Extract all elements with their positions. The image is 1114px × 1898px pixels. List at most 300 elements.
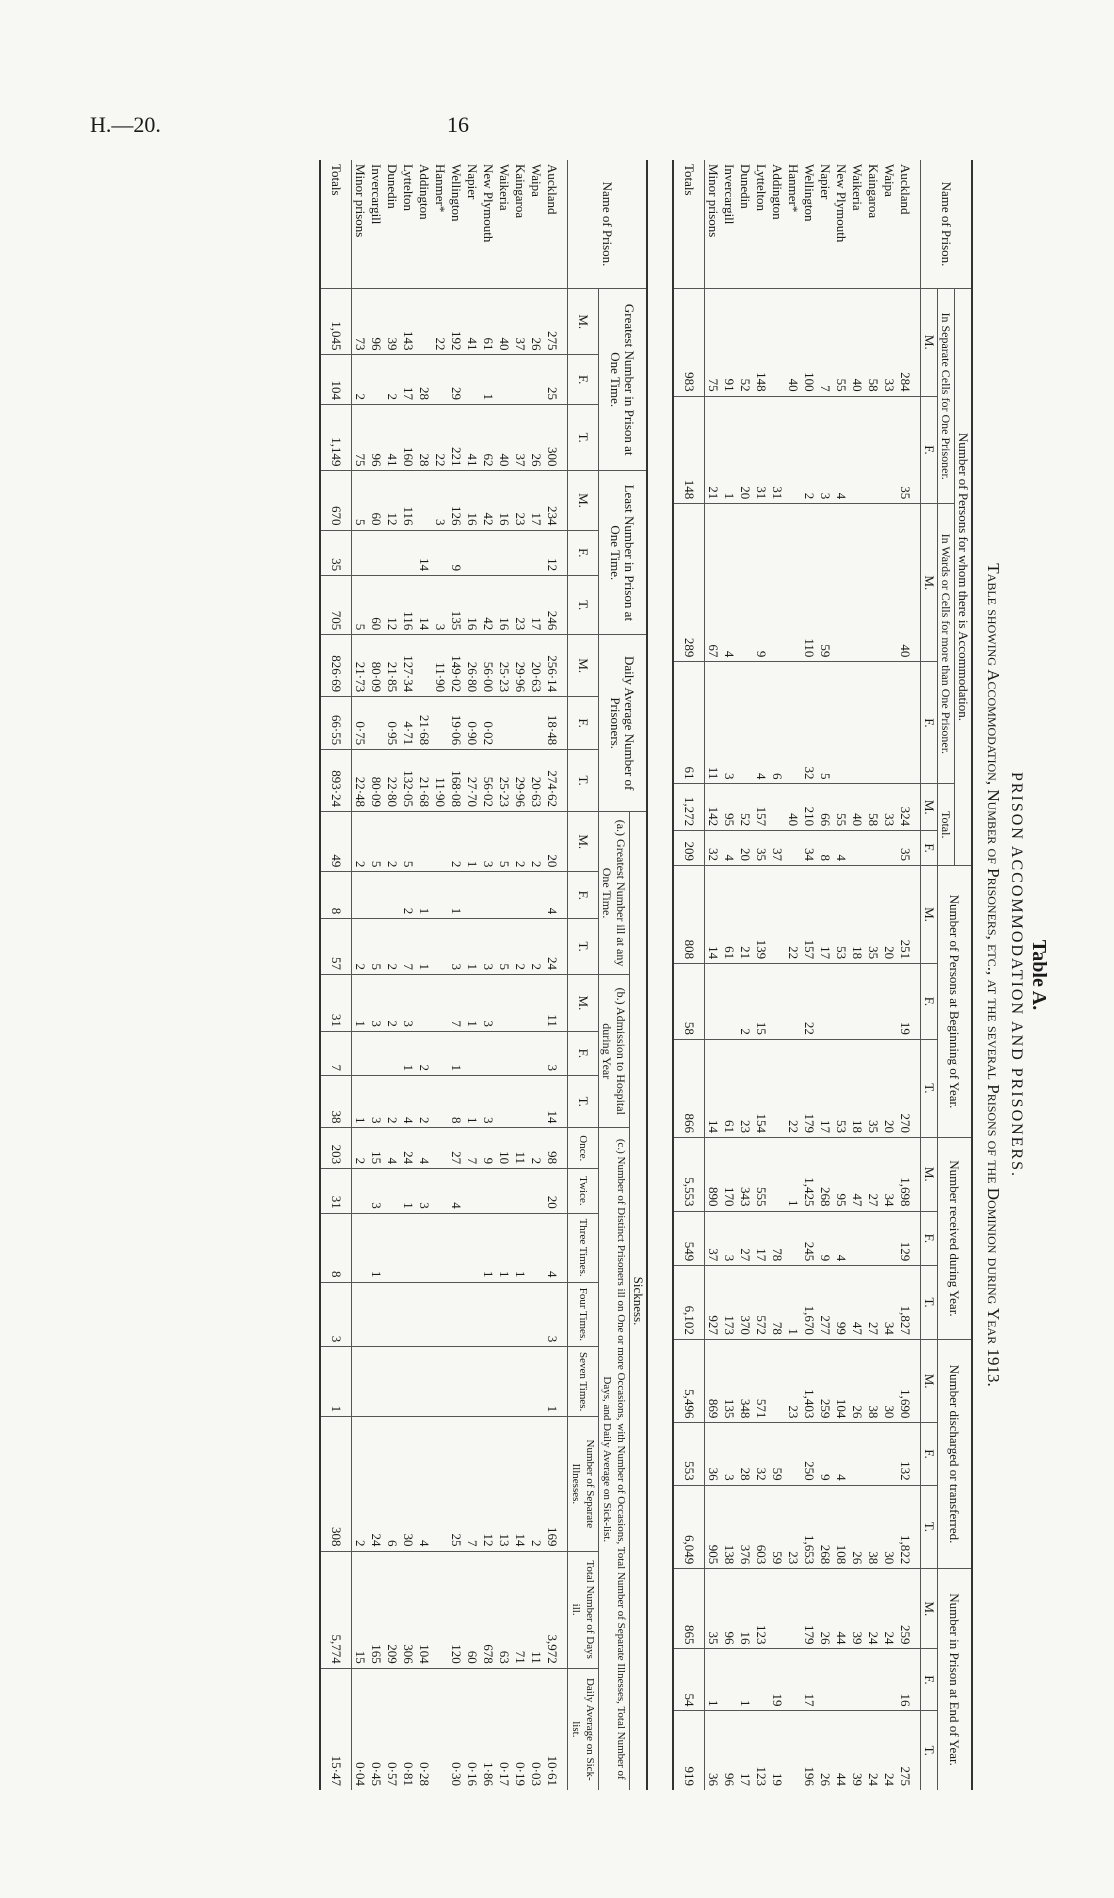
sickness-cell [464, 872, 480, 919]
sickness-cell [448, 1213, 464, 1282]
sickness-cell: 2 [512, 812, 528, 872]
sickness-cell: 2 [384, 919, 400, 975]
total-cell: 705 [320, 576, 352, 635]
accommodation-cell: 39 [849, 1569, 865, 1649]
sickness-cell: 1 [464, 1075, 480, 1128]
accommodation-cell: 9 [817, 1423, 833, 1485]
sickness-cell: 1 [400, 1169, 416, 1214]
prison-name: Waikeria [850, 164, 865, 211]
accommodation-cell: 52 [737, 289, 753, 397]
sickness-header: Sickness. [630, 812, 648, 1790]
sickness-cell: 2 [512, 919, 528, 975]
accommodation-cell: 157 [801, 865, 817, 963]
sickness-cell: 37 [512, 289, 528, 355]
accommodation-cell [785, 831, 801, 866]
sickness-cell: 0·03 [528, 1668, 544, 1790]
totals-row [673, 160, 705, 1790]
accommodation-cell: 132 [897, 1423, 921, 1485]
accommodation-cell: 34 [881, 1266, 897, 1340]
total-cell: 8 [320, 872, 352, 919]
accommodation-cell: 348 [737, 1339, 753, 1423]
sickness-cell [432, 1075, 448, 1128]
table-row [817, 160, 833, 1790]
sickness-cell [368, 697, 384, 750]
sickness-cell: 5 [368, 812, 384, 872]
sickness-cell [400, 1282, 416, 1347]
sick-b-header: (b.) Admission to Hospital during Year [599, 975, 630, 1128]
accommodation-cell [769, 1039, 785, 1137]
prison-name: Hanmer* [786, 164, 801, 213]
table-caption: Table showing Accommodation, Number of Prisoners, etc., at the several Prisons of the Dominion during Year 1913. [984, 563, 1003, 1387]
accommodation-cell: 179 [801, 1569, 817, 1649]
accommodation-cell: 19 [769, 1711, 785, 1790]
sickness-cell: 2 [528, 919, 544, 975]
accommodation-cell: 196 [801, 1711, 817, 1790]
accommodation-cell: 67 [705, 504, 722, 662]
accommodation-cell [817, 964, 833, 1040]
prison-name: New Plymouth [481, 164, 496, 243]
totals-label: Totals [320, 160, 352, 289]
sickness-cell [512, 1169, 528, 1214]
sickness-cell: 23 [512, 471, 528, 530]
sickness-cell: 7 [464, 1417, 480, 1551]
accommodation-cell: 38 [865, 1339, 881, 1423]
sickness-cell: 16 [496, 576, 512, 635]
accommodation-cell [865, 1423, 881, 1485]
accommodation-cell: 53 [833, 865, 849, 963]
sickness-cell [432, 919, 448, 975]
accommodation-cell: 138 [721, 1485, 737, 1569]
sickness-cell: 2 [352, 812, 369, 872]
sickness-cell [432, 1213, 448, 1282]
sickness-cell [384, 1347, 400, 1417]
accommodation-cell: 11 [705, 662, 722, 784]
table-row [352, 160, 369, 1790]
sickness-cell [368, 872, 384, 919]
accommodation-cell [785, 964, 801, 1040]
sickness-cell: 209 [384, 1551, 400, 1668]
sickness-cell: 5 [352, 471, 369, 530]
accommodation-cell: 23 [785, 1485, 801, 1569]
accommodation-cell: 30 [881, 1485, 897, 1569]
sex-label-f: F. [921, 1211, 938, 1266]
accommodation-cell: 20 [881, 865, 897, 963]
sickness-cell: 0·02 [480, 697, 496, 750]
sickness-cell: 41 [384, 404, 400, 470]
accommodation-cell: 370 [737, 1266, 753, 1340]
sickness-cell [528, 530, 544, 576]
accommodation-cell [849, 1423, 865, 1485]
sickness-cell: 3 [368, 975, 384, 1032]
sickness-cell: 3 [432, 471, 448, 530]
sickness-cell: 221 [448, 404, 464, 470]
total-cell: 549 [673, 1211, 705, 1266]
sickness-cell: 6 [384, 1417, 400, 1551]
sickness-cell [368, 530, 384, 576]
begin-header: Number of Persons at Beginning of Year. [938, 865, 973, 1137]
sickness-cell: 25·23 [496, 750, 512, 812]
sickness-cell: 14 [512, 1417, 528, 1551]
accommodation-cell: 35 [753, 831, 769, 866]
sickness-cell: 2 [528, 1417, 544, 1551]
accommodation-cell [737, 662, 753, 784]
sickness-cell: 0·75 [352, 697, 369, 750]
sickness-cell: 256·14 [544, 635, 568, 697]
sickness-cell: 29·96 [512, 750, 528, 812]
accommodation-cell: 59 [769, 1485, 785, 1569]
sickness-cell: 1 [416, 872, 432, 919]
sickness-cell: 20 [544, 812, 568, 872]
total-cell: 893·24 [320, 750, 352, 812]
sex-label-f: F. [568, 872, 599, 919]
sickness-cell: 4 [416, 1417, 432, 1551]
total-cell: 5,553 [673, 1137, 705, 1211]
sickness-cell [528, 1282, 544, 1347]
sex-label-t: T. [568, 919, 599, 975]
sickness-cell: 14 [544, 1075, 568, 1128]
sickness-cell: 42 [480, 576, 496, 635]
sickness-cell [368, 355, 384, 405]
sickness-cell: 98 [544, 1128, 568, 1169]
accommodation-group-header: Number of Persons for whom there is Accommodation. [955, 289, 973, 866]
accommodation-cell: 108 [833, 1485, 849, 1569]
sex-label-f: F. [921, 1423, 938, 1485]
sickness-cell: 7 [464, 1128, 480, 1169]
sickness-cell: 3 [448, 919, 464, 975]
accommodation-cell [785, 1211, 801, 1266]
table-row [384, 160, 400, 1790]
sickness-cell: 16 [464, 471, 480, 530]
sickness-cell [448, 1347, 464, 1417]
sickness-cell: 26 [528, 289, 544, 355]
total-cell: 3 [320, 1282, 352, 1347]
prison-name: Minor prisons [353, 164, 368, 238]
accommodation-cell [769, 964, 785, 1040]
accommodation-cell [769, 504, 785, 662]
sickness-cell: 1 [544, 1347, 568, 1417]
sex-header-row [921, 160, 938, 1790]
accommodation-cell: 1,690 [897, 1339, 921, 1423]
sickness-cell [416, 975, 432, 1032]
total-cell: 1,272 [673, 784, 705, 831]
prison-name: New Plymouth [834, 164, 849, 243]
accommodation-cell: 18 [849, 1039, 865, 1137]
accommodation-cell: 26 [817, 1711, 833, 1790]
accommodation-cell: 14 [705, 1039, 722, 1137]
sickness-cell: 62 [480, 404, 496, 470]
accommodation-cell: 1 [785, 1137, 801, 1211]
sickness-cell: 9 [480, 1128, 496, 1169]
total-cell: 58 [673, 964, 705, 1040]
accommodation-cell: 96 [721, 1569, 737, 1649]
accommodation-cell: 24 [881, 1711, 897, 1790]
sickness-cell [432, 1417, 448, 1551]
sex-label-m: M. [568, 812, 599, 872]
sickness-cell: 126 [448, 471, 464, 530]
sickness-cell: 7 [400, 919, 416, 975]
total-cell: 57 [320, 919, 352, 975]
accommodation-cell: 1,403 [801, 1339, 817, 1423]
accommodation-cell: 259 [817, 1339, 833, 1423]
sickness-cell: 22·80 [384, 750, 400, 812]
total-cell: 808 [673, 865, 705, 963]
sickness-cell [480, 530, 496, 576]
accommodation-cell [849, 1211, 865, 1266]
sickness-cell [432, 1282, 448, 1347]
sickness-cell: 11·90 [432, 635, 448, 697]
sickness-cell: 41 [464, 289, 480, 355]
prison-name: Invercargill [369, 164, 384, 225]
accommodation-cell: 55 [833, 289, 849, 397]
accommodation-cell [881, 1423, 897, 1485]
prison-name: Kaingaroa [513, 164, 528, 219]
total-cell: 553 [673, 1423, 705, 1485]
sickness-cell: 29·96 [512, 635, 528, 697]
accommodation-cell: 24 [865, 1711, 881, 1790]
accommodation-cell: 27 [737, 1211, 753, 1266]
discharged-header: Number discharged or transferred. [938, 1339, 973, 1568]
accommodation-cell: 104 [833, 1339, 849, 1423]
sickness-cell: 0·28 [416, 1668, 432, 1790]
sickness-cell: 25·23 [496, 635, 512, 697]
total-cell: 1,149 [320, 404, 352, 470]
total-cell: 31 [320, 1169, 352, 1214]
accommodation-cell [881, 1649, 897, 1711]
accommodation-cell [865, 1649, 881, 1711]
sickness-cell [416, 635, 432, 697]
prison-name: Invercargill [722, 164, 737, 225]
accommodation-cell: 8 [817, 831, 833, 866]
accommodation-cell: 376 [737, 1485, 753, 1569]
totals-label: Totals [673, 160, 705, 289]
sickness-cell [512, 355, 528, 405]
sickness-cell: 21·68 [416, 697, 432, 750]
accommodation-cell [769, 1339, 785, 1423]
sickness-cell [528, 1347, 544, 1417]
sex-label-f: F. [568, 355, 599, 405]
accommodation-cell: 26 [817, 1569, 833, 1649]
accommodation-cell [881, 1211, 897, 1266]
accommodation-cell: 30 [881, 1339, 897, 1423]
sickness-cell [384, 1031, 400, 1075]
sickness-cell: 63 [496, 1551, 512, 1668]
accommodation-cell: 555 [753, 1137, 769, 1211]
accommodation-cell: 268 [817, 1485, 833, 1569]
accommodation-cell: 21 [705, 396, 722, 504]
sickness-cell: 12 [384, 471, 400, 530]
sickness-cell [432, 355, 448, 405]
sickness-cell: 3 [544, 1031, 568, 1075]
accommodation-cell [865, 1211, 881, 1266]
sickness-cell: 56·02 [480, 750, 496, 812]
sickness-cell: 96 [368, 404, 384, 470]
accommodation-cell: 23 [737, 1039, 753, 1137]
accommodation-cell: 19 [769, 1649, 785, 1711]
table-row [833, 160, 849, 1790]
sickness-cell: 5 [400, 812, 416, 872]
sickness-cell: 0·81 [400, 1668, 416, 1790]
sickness-cell: 12 [480, 1417, 496, 1551]
table-row [881, 160, 897, 1790]
accommodation-cell: 20 [737, 831, 753, 866]
sickness-cell: 3 [480, 1075, 496, 1128]
sickness-cell: 18·48 [544, 697, 568, 750]
accommodation-cell [881, 964, 897, 1040]
accommodation-cell: 343 [737, 1137, 753, 1211]
accommodation-cell: 32 [753, 1423, 769, 1485]
sickness-cell: 3 [480, 919, 496, 975]
accommodation-cell: 110 [801, 504, 817, 662]
sickness-cell [496, 355, 512, 405]
sickness-cell [432, 1031, 448, 1075]
sickness-cell: 14 [416, 530, 432, 576]
sickness-cell: 37 [512, 404, 528, 470]
table-row [785, 160, 801, 1790]
sickness-cell: 2 [384, 812, 400, 872]
sickness-cell [352, 1169, 369, 1214]
daily-sick-header: Daily Average on Sick-list. [568, 1668, 599, 1790]
total-cell: 1,045 [320, 289, 352, 355]
sickness-cell: 3 [544, 1282, 568, 1347]
table-subject: PRISON ACCOMMODATION AND PRISONERS. [1008, 771, 1025, 1179]
sickness-cell: 22·48 [352, 750, 369, 812]
table-row [528, 160, 544, 1790]
total-cell: 104 [320, 355, 352, 405]
accommodation-cell: 5 [817, 662, 833, 784]
sickness-cell: 24 [368, 1417, 384, 1551]
three-times-header: Three Times. [568, 1213, 599, 1282]
total-cell: 289 [673, 504, 705, 662]
prison-name: Addington [770, 164, 785, 220]
sickness-cell: 1 [464, 812, 480, 872]
page-number: 16 [447, 112, 469, 137]
accommodation-cell [865, 504, 881, 662]
sickness-cell: 4 [384, 1128, 400, 1169]
accommodation-cell: 39 [849, 1711, 865, 1790]
sickness-cell: 10·61 [544, 1668, 568, 1790]
accommodation-cell [849, 396, 865, 504]
accommodation-cell: 210 [801, 784, 817, 831]
sickness-cell: 80·09 [368, 635, 384, 697]
accommodation-cell [769, 1569, 785, 1649]
accommodation-cell [833, 964, 849, 1040]
sickness-cell [384, 1213, 400, 1282]
accommodation-cell: 99 [833, 1266, 849, 1340]
sex-label-t: T. [568, 1075, 599, 1128]
sickness-cell: 4 [544, 1213, 568, 1282]
sickness-cell: 21·73 [352, 635, 369, 697]
sickness-cell [496, 1075, 512, 1128]
sickness-cell [512, 530, 528, 576]
sickness-cell: 16 [464, 576, 480, 635]
sickness-cell: 678 [480, 1551, 496, 1668]
table-row [801, 160, 817, 1790]
sickness-cell [496, 1282, 512, 1347]
accommodation-cell: 1 [705, 1649, 722, 1711]
accommodation-cell: 3 [817, 396, 833, 504]
accommodation-cell: 40 [849, 289, 865, 397]
total-cell: 54 [673, 1649, 705, 1711]
sex-label-m: M. [921, 1339, 938, 1423]
accommodation-cell: 55 [833, 784, 849, 831]
accommodation-cell: 17 [817, 1039, 833, 1137]
total-cell: 203 [320, 1128, 352, 1169]
sickness-cell: 143 [400, 289, 416, 355]
sickness-cell: 1 [480, 355, 496, 405]
prison-name: Waipa [882, 164, 897, 197]
received-header: Number received during Year. [938, 1137, 973, 1339]
sickness-cell [432, 872, 448, 919]
table-row [416, 160, 432, 1790]
sickness-cell: 1 [448, 1031, 464, 1075]
accommodation-cell [737, 504, 753, 662]
sickness-cell: 3 [480, 975, 496, 1032]
sex-label-t: T. [568, 750, 599, 812]
accommodation-cell: 245 [801, 1211, 817, 1266]
accommodation-cell: 52 [737, 784, 753, 831]
accommodation-cell: 324 [897, 784, 921, 831]
accommodation-table [672, 160, 973, 1790]
sickness-cell [528, 1169, 544, 1214]
sickness-cell: 149·02 [448, 635, 464, 697]
sickness-cell: 116 [400, 471, 416, 530]
sickness-cell [432, 1551, 448, 1668]
sickness-cell: 23 [512, 576, 528, 635]
table-row [496, 160, 512, 1790]
accommodation-cell: 35 [865, 865, 881, 963]
accommodation-cell [785, 1569, 801, 1649]
total-cell: 7 [320, 1031, 352, 1075]
totals-row [320, 160, 352, 1790]
accommodation-cell: 1,698 [897, 1137, 921, 1211]
sickness-cell: 80·09 [368, 750, 384, 812]
table-row [480, 160, 496, 1790]
accommodation-cell: 123 [753, 1711, 769, 1790]
sickness-cell: 28 [416, 404, 432, 470]
sickness-cell [512, 1075, 528, 1128]
table-row [737, 160, 753, 1790]
accommodation-cell: 1 [737, 1649, 753, 1711]
sickness-cell: 300 [544, 404, 568, 470]
accommodation-cell [897, 662, 921, 784]
sickness-cell: 168·08 [448, 750, 464, 812]
sickness-cell [432, 975, 448, 1032]
accommodation-cell: 40 [897, 504, 921, 662]
sickness-cell: 116 [400, 576, 416, 635]
daily-average-header: Daily Average Number of Prisoners. [599, 635, 648, 812]
total-cell: 6,049 [673, 1485, 705, 1569]
total-cell: 866 [673, 1039, 705, 1137]
sickness-cell: 25 [544, 355, 568, 405]
accommodation-cell: 75 [705, 289, 722, 397]
accommodation-cell: 905 [705, 1485, 722, 1569]
sickness-cell: 5 [352, 576, 369, 635]
accommodation-cell: 1,827 [897, 1266, 921, 1340]
four-times-header: Four Times. [568, 1282, 599, 1347]
accommodation-cell: 96 [721, 1711, 737, 1790]
accommodation-cell [753, 1649, 769, 1711]
accommodation-cell: 16 [897, 1649, 921, 1711]
accommodation-cell: 6 [769, 662, 785, 784]
accommodation-cell: 100 [801, 289, 817, 397]
sickness-cell: 26 [528, 404, 544, 470]
sick-c-header: (c.) Number of Distinct Prisoners ill on One or more Occasions, with Number of Occasions, Total Number of Separate Illnesses, Total Number of Days, and Daily Average on Sick-list. [599, 1128, 630, 1790]
sex-label-m: M. [921, 1569, 938, 1649]
accommodation-cell [849, 964, 865, 1040]
sickness-cell: 1 [400, 1031, 416, 1075]
sickness-cell: 96 [368, 289, 384, 355]
sickness-cell: 17 [528, 576, 544, 635]
